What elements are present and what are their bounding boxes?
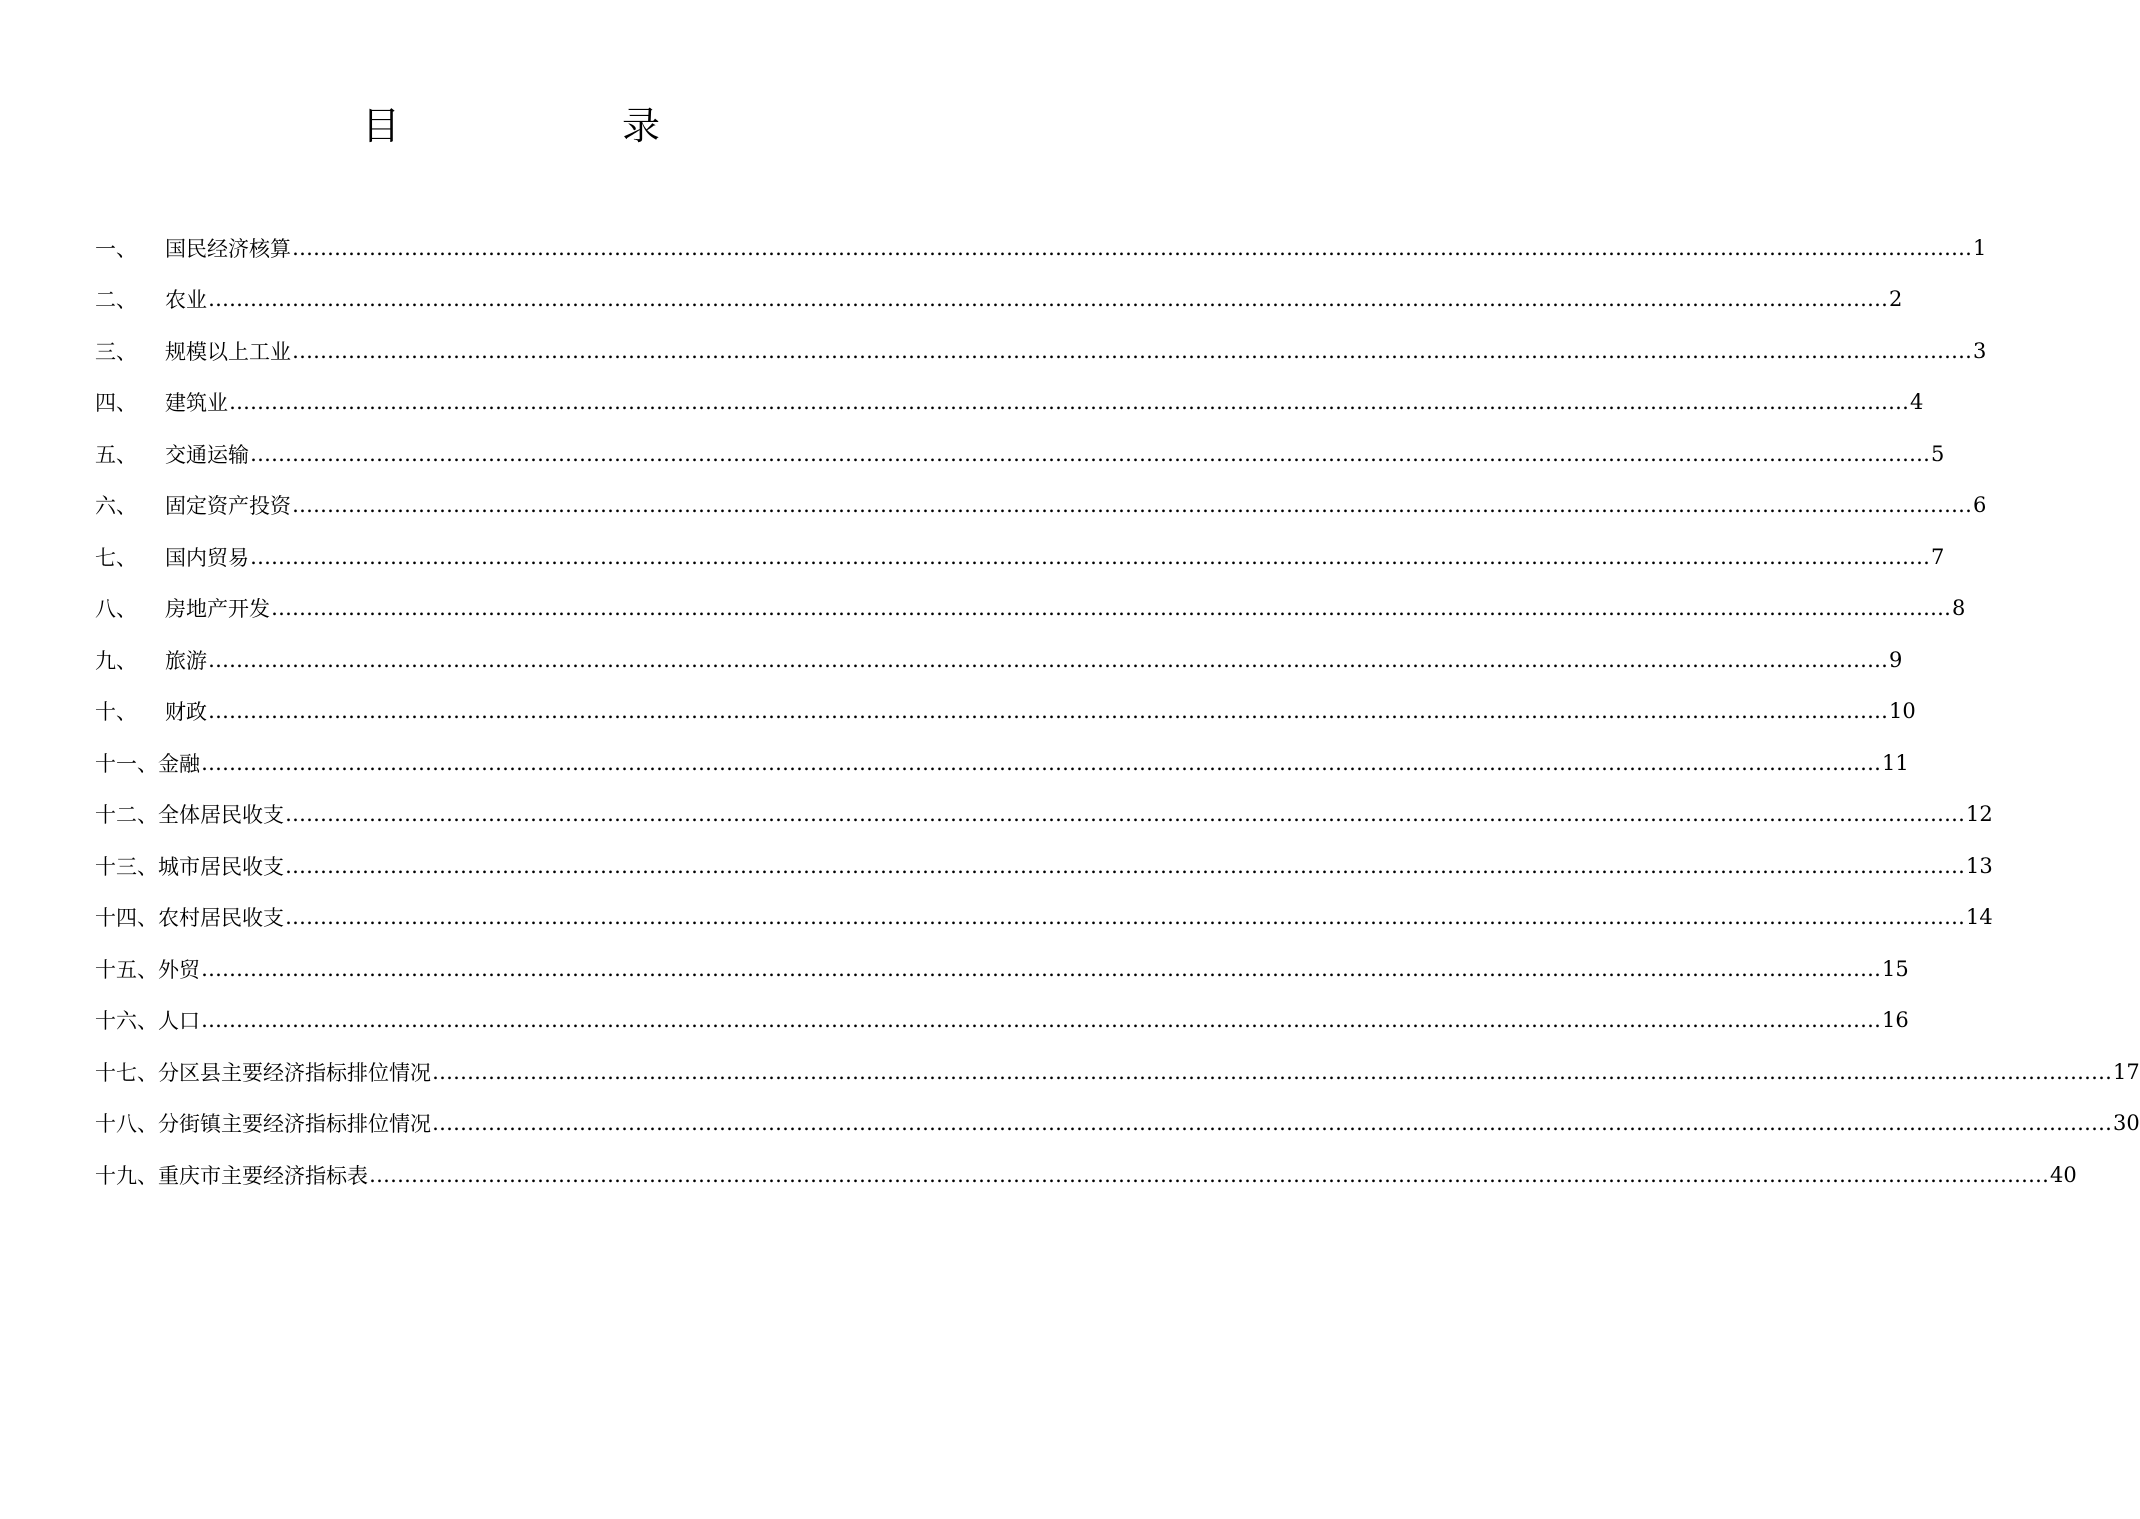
toc-dot-leader: …………………………………………………………………………………………………………………………………………………………………………………………………………………… <box>285 853 1965 878</box>
toc-entry-number: 八、 <box>95 597 137 622</box>
toc-entry-label: 规模以上工业 <box>165 339 291 364</box>
toc-entry-label: 城市居民收支 <box>158 854 284 879</box>
toc-dot-leader: …………………………………………………………………………………………………………………………………………………………………………………………………………………… <box>292 493 1972 518</box>
toc-entry[interactable] <box>95 325 1987 377</box>
toc-entry[interactable] <box>95 634 1903 686</box>
toc-dot-leader: …………………………………………………………………………………………………………………………………………………………………………………………………………………… <box>208 287 1888 312</box>
toc-entry-label: 分区县主要经济指标排位情况 <box>158 1060 431 1085</box>
toc-entry-number: 三、 <box>95 339 137 364</box>
toc-entry-label: 国内贸易 <box>165 545 249 570</box>
toc-entry-number: 九、 <box>95 648 137 673</box>
table-of-contents <box>95 222 2140 1201</box>
toc-entry-label: 农业 <box>165 288 207 313</box>
toc-dot-leader: …………………………………………………………………………………………………………………………………………………………………………………………………………………… <box>201 750 1881 775</box>
toc-dot-leader: …………………………………………………………………………………………………………………………………………………………………………………………………………………… <box>292 235 1972 260</box>
toc-entry-number: 十二、 <box>95 803 158 828</box>
toc-entry[interactable] <box>95 892 1993 944</box>
toc-entry-number: 六、 <box>95 494 137 519</box>
toc-entry[interactable] <box>95 531 1945 583</box>
toc-entry-number: 十九、 <box>95 1163 158 1188</box>
toc-dot-leader: …………………………………………………………………………………………………………………………………………………………………………………………………………………… <box>229 390 1909 415</box>
toc-entry-number: 十一、 <box>95 751 158 776</box>
toc-entry[interactable] <box>95 943 1909 995</box>
toc-entry-number: 七、 <box>95 545 137 570</box>
toc-entry-number: 二、 <box>95 288 137 313</box>
toc-entry-page-number: 7 <box>1931 544 1945 569</box>
toc-entry[interactable] <box>95 583 1966 635</box>
toc-entry-page-number: 15 <box>1882 956 1909 981</box>
toc-entry[interactable] <box>95 222 1987 274</box>
toc-entry-label: 人口 <box>158 1009 200 1034</box>
toc-entry-page-number: 9 <box>1889 647 1903 672</box>
toc-entry-page-number: 30 <box>2113 1111 2140 1136</box>
toc-dot-leader: …………………………………………………………………………………………………………………………………………………………………………………………………………………… <box>208 699 1888 724</box>
toc-entry-number: 十三、 <box>95 854 158 879</box>
toc-dot-leader: …………………………………………………………………………………………………………………………………………………………………………………………………………………… <box>271 596 1951 621</box>
toc-entry-label: 财政 <box>165 700 207 725</box>
toc-entry-label: 房地产开发 <box>165 597 270 622</box>
toc-entry-label: 重庆市主要经济指标表 <box>158 1163 368 1188</box>
toc-entry-page-number: 16 <box>1882 1008 1909 1033</box>
toc-entry-page-number: 12 <box>1966 802 1993 827</box>
toc-entry-label: 分街镇主要经济指标排位情况 <box>158 1112 431 1137</box>
toc-entry-number: 十四、 <box>95 906 158 931</box>
toc-entry-page-number: 10 <box>1889 699 1916 724</box>
toc-entry-page-number: 1 <box>1973 235 1987 260</box>
toc-entry-number: 五、 <box>95 442 137 467</box>
toc-entry-page-number: 4 <box>1910 390 1924 415</box>
toc-entry-page-number: 3 <box>1973 338 1987 363</box>
toc-entry-label: 交通运输 <box>165 442 249 467</box>
toc-entry[interactable] <box>95 428 1945 480</box>
toc-entry-label: 旅游 <box>165 648 207 673</box>
toc-dot-leader: …………………………………………………………………………………………………………………………………………………………………………………………………………………… <box>432 1059 2112 1084</box>
title-char-1: 目 <box>362 104 401 148</box>
toc-dot-leader: …………………………………………………………………………………………………………………………………………………………………………………………………………………… <box>285 802 1965 827</box>
toc-entry[interactable] <box>95 686 1916 738</box>
toc-entry-page-number: 6 <box>1973 493 1987 518</box>
toc-dot-leader: …………………………………………………………………………………………………………………………………………………………………………………………………………………… <box>250 441 1930 466</box>
toc-entry-number: 十七、 <box>95 1060 158 1085</box>
toc-entry[interactable] <box>95 789 1993 841</box>
toc-entry[interactable] <box>95 840 1993 892</box>
toc-entry-page-number: 11 <box>1882 750 1909 775</box>
toc-entry-number: 十五、 <box>95 957 158 982</box>
toc-entry-page-number: 40 <box>2050 1162 2077 1187</box>
toc-entry-page-number: 2 <box>1889 287 1903 312</box>
toc-entry[interactable] <box>95 737 1909 789</box>
toc-entry[interactable] <box>95 274 1903 326</box>
toc-title <box>0 98 1075 158</box>
toc-entry-label: 农村居民收支 <box>158 906 284 931</box>
toc-dot-leader: …………………………………………………………………………………………………………………………………………………………………………………………………………………… <box>285 905 1965 930</box>
toc-entry-page-number: 13 <box>1966 853 1993 878</box>
toc-entry-label: 国民经济核算 <box>165 236 291 261</box>
toc-entry-number: 十八、 <box>95 1112 158 1137</box>
toc-dot-leader: …………………………………………………………………………………………………………………………………………………………………………………………………………………… <box>201 1008 1881 1033</box>
toc-entry-page-number: 5 <box>1931 441 1945 466</box>
toc-dot-leader: …………………………………………………………………………………………………………………………………………………………………………………………………………………… <box>201 956 1881 981</box>
toc-entry[interactable] <box>95 377 1924 429</box>
toc-entry-label: 金融 <box>158 751 200 776</box>
toc-entry-label: 全体居民收支 <box>158 803 284 828</box>
toc-dot-leader: …………………………………………………………………………………………………………………………………………………………………………………………………………………… <box>369 1162 2049 1187</box>
toc-entry[interactable] <box>95 1098 2140 1150</box>
toc-entry[interactable] <box>95 480 1987 532</box>
toc-dot-leader: …………………………………………………………………………………………………………………………………………………………………………………………………………………… <box>292 338 1972 363</box>
toc-entry-number: 一、 <box>95 236 137 261</box>
toc-entry-number: 十、 <box>95 700 137 725</box>
toc-entry-number: 四、 <box>95 391 137 416</box>
toc-dot-leader: …………………………………………………………………………………………………………………………………………………………………………………………………………………… <box>250 544 1930 569</box>
toc-entry-label: 外贸 <box>158 957 200 982</box>
toc-entry-number: 十六、 <box>95 1009 158 1034</box>
toc-entry[interactable] <box>95 1046 2140 1098</box>
toc-entry-page-number: 14 <box>1966 905 1993 930</box>
toc-entry-page-number: 17 <box>2113 1059 2140 1084</box>
toc-entry[interactable] <box>95 995 1909 1047</box>
toc-entry[interactable] <box>95 1149 2077 1201</box>
toc-entry-page-number: 8 <box>1952 596 1966 621</box>
toc-dot-leader: …………………………………………………………………………………………………………………………………………………………………………………………………………………… <box>432 1111 2112 1136</box>
toc-entry-label: 建筑业 <box>165 391 228 416</box>
title-char-2: 录 <box>622 104 661 148</box>
toc-dot-leader: …………………………………………………………………………………………………………………………………………………………………………………………………………………… <box>208 647 1888 672</box>
toc-entry-label: 固定资产投资 <box>165 494 291 519</box>
